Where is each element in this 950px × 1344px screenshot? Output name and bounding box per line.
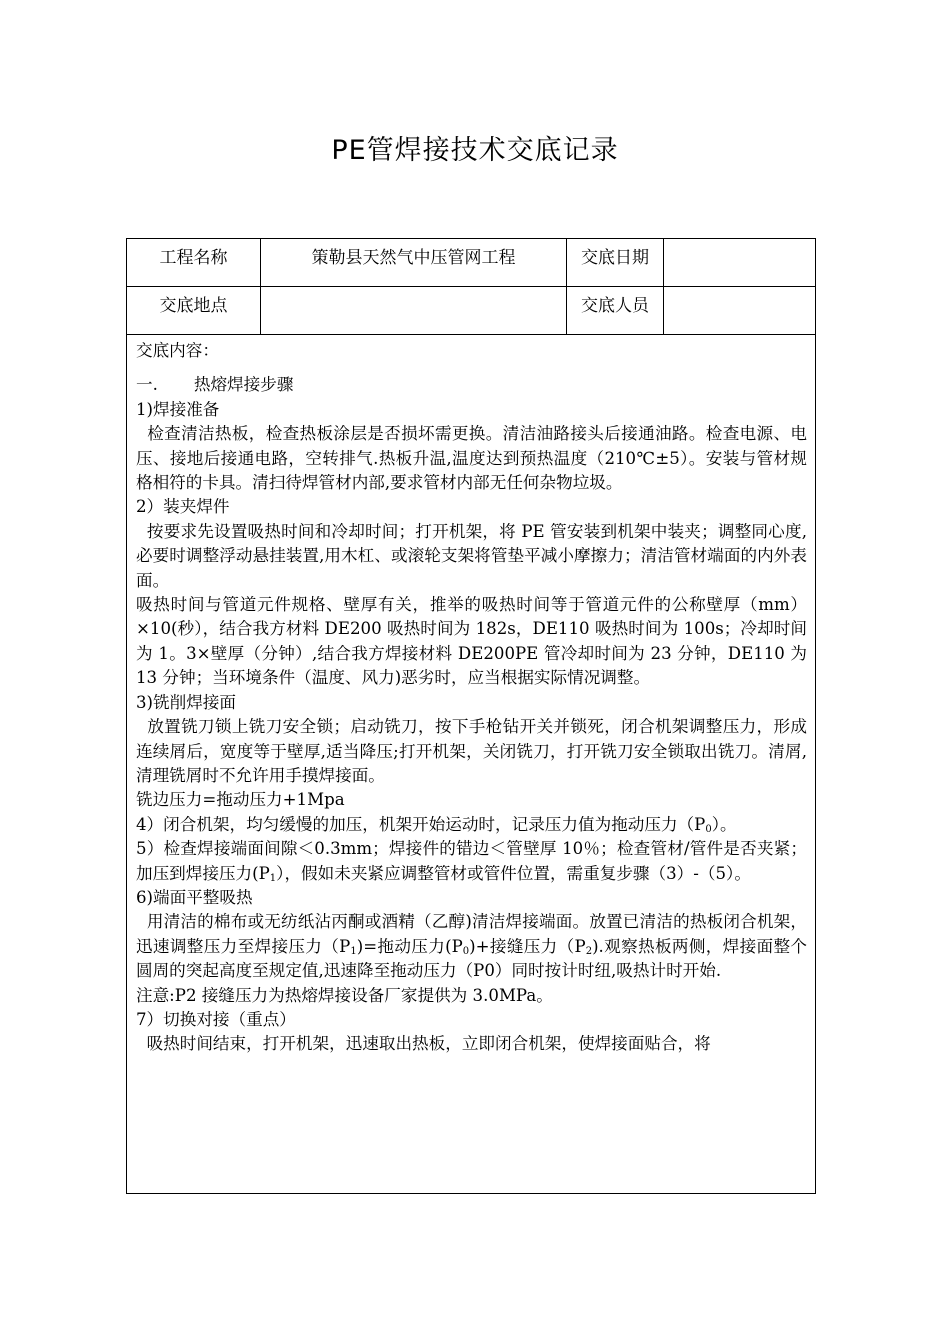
p1-subscript: 1	[269, 872, 277, 884]
record-table	[126, 238, 816, 1194]
step6-text	[136, 910, 807, 983]
section-number: 一.	[136, 375, 158, 395]
step1-text: 检查清洁热板，检查热板涂层是否损坏需更换。清洁油路接头后接通油路。检查电源、电压、接地后接通电路，空转排气.热板升温,温度达到预热温度（210℃±5）。安装与管材规格相符的卡具。清扫待焊管材内部,要求管材内部无任何杂物垃圾。	[136, 424, 807, 493]
step6-text-d: ).观察热板两侧，焊接面整个圆周的突起高度至规定值,迅速降至拖动压力（P0）同时按计时纽,吸热计时开始.	[136, 936, 807, 981]
section-heading	[136, 373, 807, 397]
p0-subscript: 0	[705, 823, 712, 835]
step4-text-a: 4）闭合机架，均匀缓慢的加压，机架开始运动时，记录压力值为拖动压力（P	[136, 814, 706, 834]
p0-subscript: 0	[462, 945, 470, 957]
step4-text	[136, 813, 807, 837]
step7-title: 7）切换对接（重点）	[136, 1009, 296, 1029]
table-row	[127, 287, 816, 335]
step6-text-b: )=拖动压力(P	[356, 936, 463, 956]
step3-title: 3)铣削焊接面	[136, 692, 236, 712]
p2-subscript: 2	[585, 945, 593, 957]
date-label: 交底日期	[567, 239, 664, 287]
step4-text-b: ）。	[711, 814, 737, 834]
person-label: 交底人员	[567, 287, 664, 335]
project-name-value: 策勒县天然气中压管网工程	[261, 239, 567, 287]
document-title: PE管焊接技术交底记录	[331, 135, 619, 166]
p1-subscript: 1	[350, 945, 357, 957]
content-label: 交底内容：	[136, 341, 219, 360]
table-row	[127, 239, 816, 287]
step3-text: 放置铣刀锁上铣刀安全锁；启动铣刀，按下手枪钻开关并锁死，闭合机架调整压力，形成连续屑后，宽度等于壁厚,适当降压;打开机架，关闭铣刀，打开铣刀安全锁取出铣刀。清屑,清理铣屑时不允许用手摸焊接面。	[136, 717, 807, 785]
step2-text: 按要求先设置吸热时间和冷却时间；打开机架，将 PE 管安装到机架中装夹；调整同心度,必要时调整浮动悬挂装置,用木杠、或滚轮支架将管垫平减小摩擦力；清洁管材端面的内外表面。	[136, 521, 807, 590]
date-value	[664, 239, 816, 287]
project-name-label: 工程名称	[127, 239, 261, 287]
step3-formula: 铣边压力=拖动压力+1Mpa	[136, 790, 345, 810]
step2-text-extra: 吸热时间与管道元件规格、壁厚有关，推举的吸热时间等于管道元件的公称壁厚（mm）×10(秒），结合我方材料 DE200 吸热时间为 182s，DE110 吸热时间为 100s；冷却时间为 1。3×壁厚（分钟）,结合我方焊接材料 DE200PE 管冷却时间为 23 分钟，DE110 为 13 分钟；当环境条件（温度、风力)恶劣时，应当根据实际情况调整。	[136, 595, 807, 688]
person-value	[664, 287, 816, 335]
step6-text-a: 用清洁的棉布或无纺纸沾丙酮或酒精（乙醇)清洁焊接端面。放置已清洁的热板闭合机架，迅速调整压力至焊接压力（P	[136, 912, 807, 956]
step6-text-c: )+接缝压力（P	[469, 936, 586, 956]
content-cell	[127, 335, 816, 1194]
location-label: 交底地点	[127, 287, 261, 335]
location-value	[261, 287, 567, 335]
content-body	[127, 335, 815, 1193]
table-row	[127, 335, 816, 1194]
step5-text	[136, 837, 807, 886]
step2-title: 2）装夹焊件	[136, 497, 230, 517]
step7-text: 吸热时间结束，打开机架，迅速取出热板，立即闭合机架，使焊接面贴合，将	[136, 1034, 711, 1054]
step6-note: 注意:P2 接缝压力为热熔焊接设备厂家提供为 3.0MPa。	[136, 985, 553, 1005]
step6-title: 6)端面平整吸热	[136, 887, 253, 907]
step1-title: 1)焊接准备	[136, 399, 220, 419]
section-title: 热熔焊接步骤	[193, 375, 294, 395]
step5-text-b: ），假如未夹紧应调整管材或管件位置，需重复步骤（3）-（5）。	[276, 863, 751, 883]
step5-text-a: 5）检查焊接端面间隙＜0.3mm；焊接件的错边＜管壁厚 10％；检查管材/管件是否夹紧；加压到焊接压力(P	[136, 839, 807, 883]
